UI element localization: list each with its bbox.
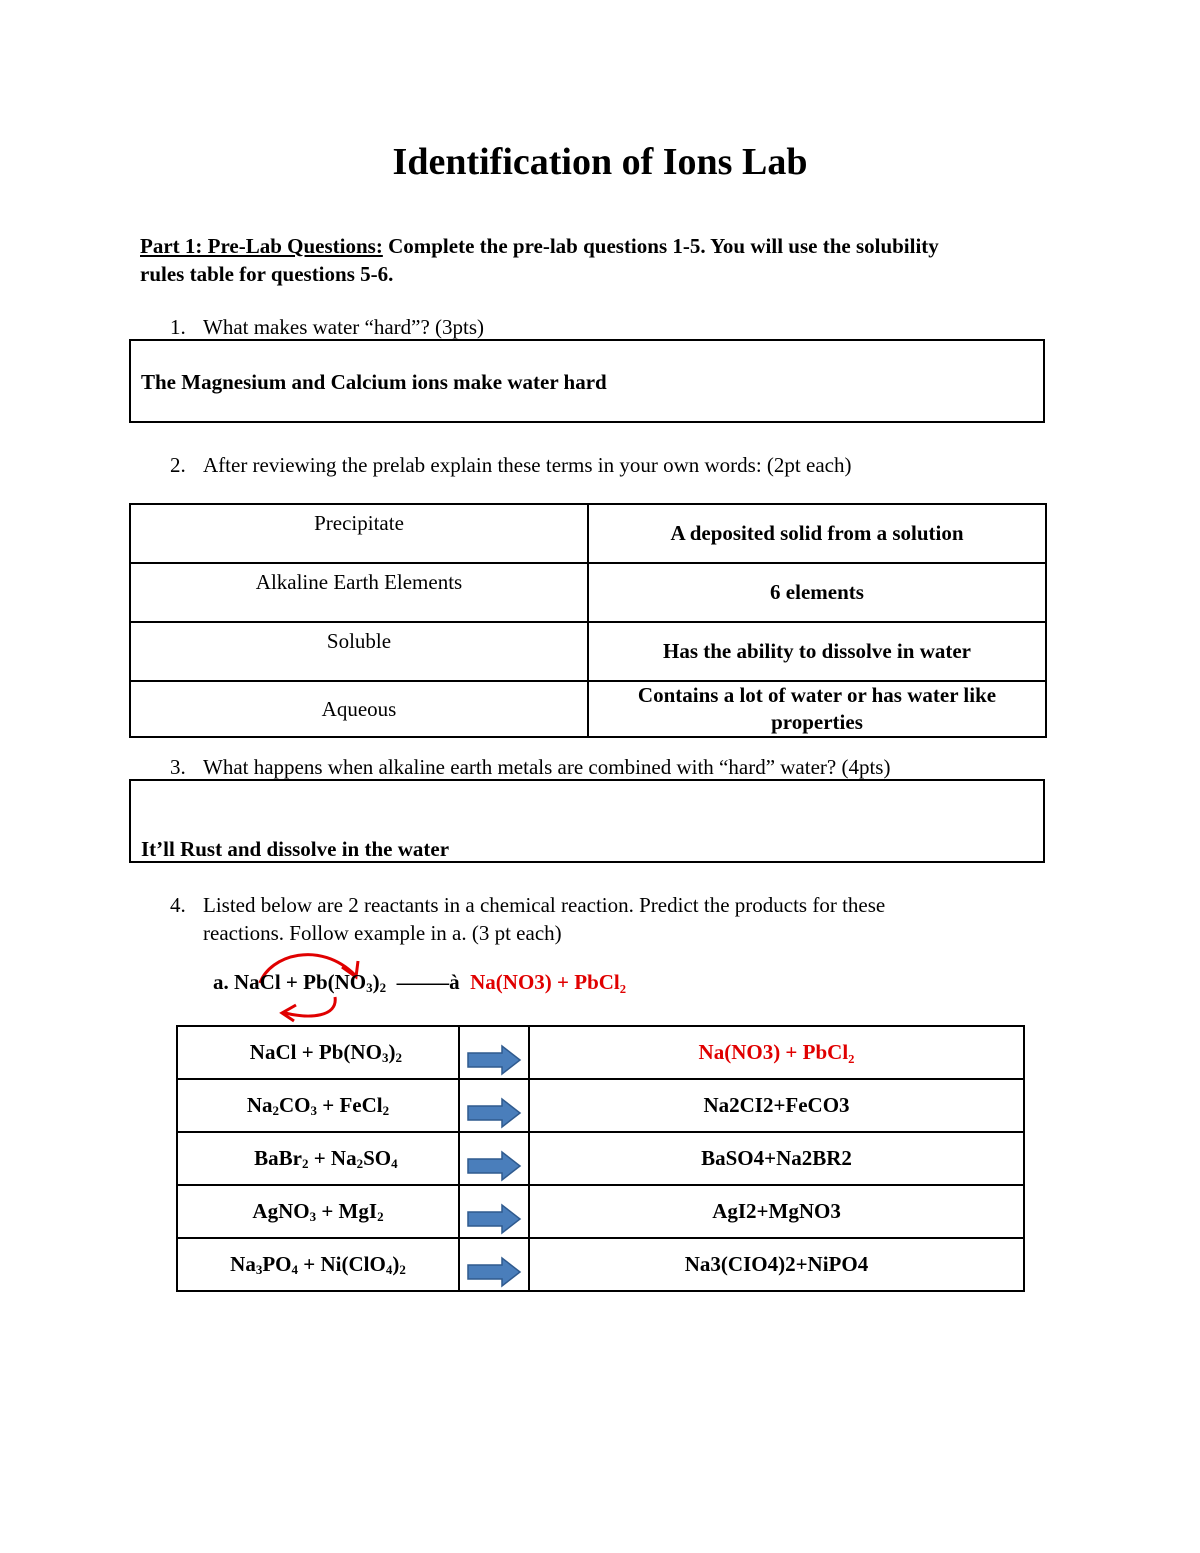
- arrow-cell: [459, 1132, 529, 1185]
- example-reaction: a. NaCl + $Pb(NO_3)_2$ –––––à Na(NO3) + PbCl₂: [213, 970, 627, 995]
- reactants-cell: $Na_2CO_3$ + FeCl$_2$: [177, 1079, 459, 1132]
- question-1: [170, 313, 1030, 341]
- page-title: Identification of Ions Lab: [392, 141, 808, 183]
- products-cell[interactable]: Na2CI2+FeCO3: [529, 1079, 1024, 1132]
- reactants-cell: $Na_3PO_4 + Ni(ClO_4)_2$: [177, 1238, 459, 1291]
- arrow-cell: [459, 1185, 529, 1238]
- reactants-cell: BaBr$_2$ + $Na_2SO_4$: [177, 1132, 459, 1185]
- term-cell: Soluble: [130, 622, 588, 681]
- arrow-cell: [459, 1026, 529, 1079]
- example-products: Na(NO3) + PbCl₂: [470, 970, 627, 994]
- question-2: [170, 451, 1030, 479]
- answer-text: The Magnesium and Calcium ions make water hard: [141, 370, 607, 394]
- question-text: After reviewing the prelab explain these terms in your own words: (2pt each): [203, 453, 852, 477]
- question-text-line2: reactions. Follow example in a. (3 pt each): [203, 921, 562, 945]
- answer-box-3[interactable]: [129, 779, 1045, 863]
- products-cell[interactable]: AgI2+MgNO3: [529, 1185, 1024, 1238]
- part1-instructions: [140, 232, 1060, 288]
- table-row: [130, 622, 1046, 681]
- part1-instructions-line1: Complete the pre-lab questions 1-5. You will use the solubility: [382, 234, 939, 258]
- example-label: a.: [213, 970, 229, 994]
- part1-instructions-line2: rules table for questions 5-6.: [140, 262, 394, 286]
- question-text-line1: Listed below are 2 reactants in a chemical reaction. Predict the products for these: [203, 893, 886, 917]
- products-cell[interactable]: Na3(CIO4)2+NiPO4: [529, 1238, 1024, 1291]
- right-arrow-icon: [466, 1097, 522, 1129]
- terms-table: [129, 503, 1047, 738]
- question-number: 1.: [170, 315, 186, 339]
- reactions-table: [176, 1025, 1025, 1292]
- right-arrow-icon: [466, 1256, 522, 1288]
- arrow-cell: [459, 1238, 529, 1291]
- question-number: 4.: [170, 893, 186, 917]
- definition-cell[interactable]: 6 elements: [588, 563, 1046, 622]
- arrow-cell: [459, 1079, 529, 1132]
- table-row: [177, 1132, 1024, 1185]
- question-text: What happens when alkaline earth metals are combined with “hard” water? (4pts): [203, 755, 891, 779]
- part1-heading: Part 1: Pre-Lab Questions:: [140, 234, 383, 258]
- question-3: [170, 753, 1030, 781]
- term-cell: Alkaline Earth Elements: [130, 563, 588, 622]
- question-number: 3.: [170, 755, 186, 779]
- term-cell: Aqueous: [130, 681, 588, 737]
- table-row: [177, 1185, 1024, 1238]
- answer-box-1[interactable]: [129, 339, 1045, 423]
- reactants-cell: AgNO$_3$ + MgI$_2$: [177, 1185, 459, 1238]
- table-row: [130, 504, 1046, 563]
- right-arrow-icon: [466, 1044, 522, 1076]
- question-number: 2.: [170, 453, 186, 477]
- term-cell: Precipitate: [130, 504, 588, 563]
- table-row: [177, 1238, 1024, 1291]
- products-cell[interactable]: Na(NO3) + PbCl₂: [529, 1026, 1024, 1079]
- table-row: [130, 563, 1046, 622]
- table-row: [130, 681, 1046, 737]
- definition-cell[interactable]: A deposited solid from a solution: [588, 504, 1046, 563]
- right-arrow-icon: [466, 1203, 522, 1235]
- table-row: [177, 1026, 1024, 1079]
- reactants-cell: NaCl + $Pb(NO_3)_2$: [177, 1026, 459, 1079]
- definition-cell[interactable]: Has the ability to dissolve in water: [588, 622, 1046, 681]
- definition-cell[interactable]: Contains a lot of water or has water like properties: [588, 681, 1046, 737]
- table-row: [177, 1079, 1024, 1132]
- question-text: What makes water “hard”? (3pts): [203, 315, 485, 339]
- right-arrow-icon: [466, 1150, 522, 1182]
- answer-text: It’ll Rust and dissolve in the water: [141, 837, 450, 861]
- example-arrow: –––––à: [396, 970, 460, 994]
- products-cell[interactable]: BaSO4+Na2BR2: [529, 1132, 1024, 1185]
